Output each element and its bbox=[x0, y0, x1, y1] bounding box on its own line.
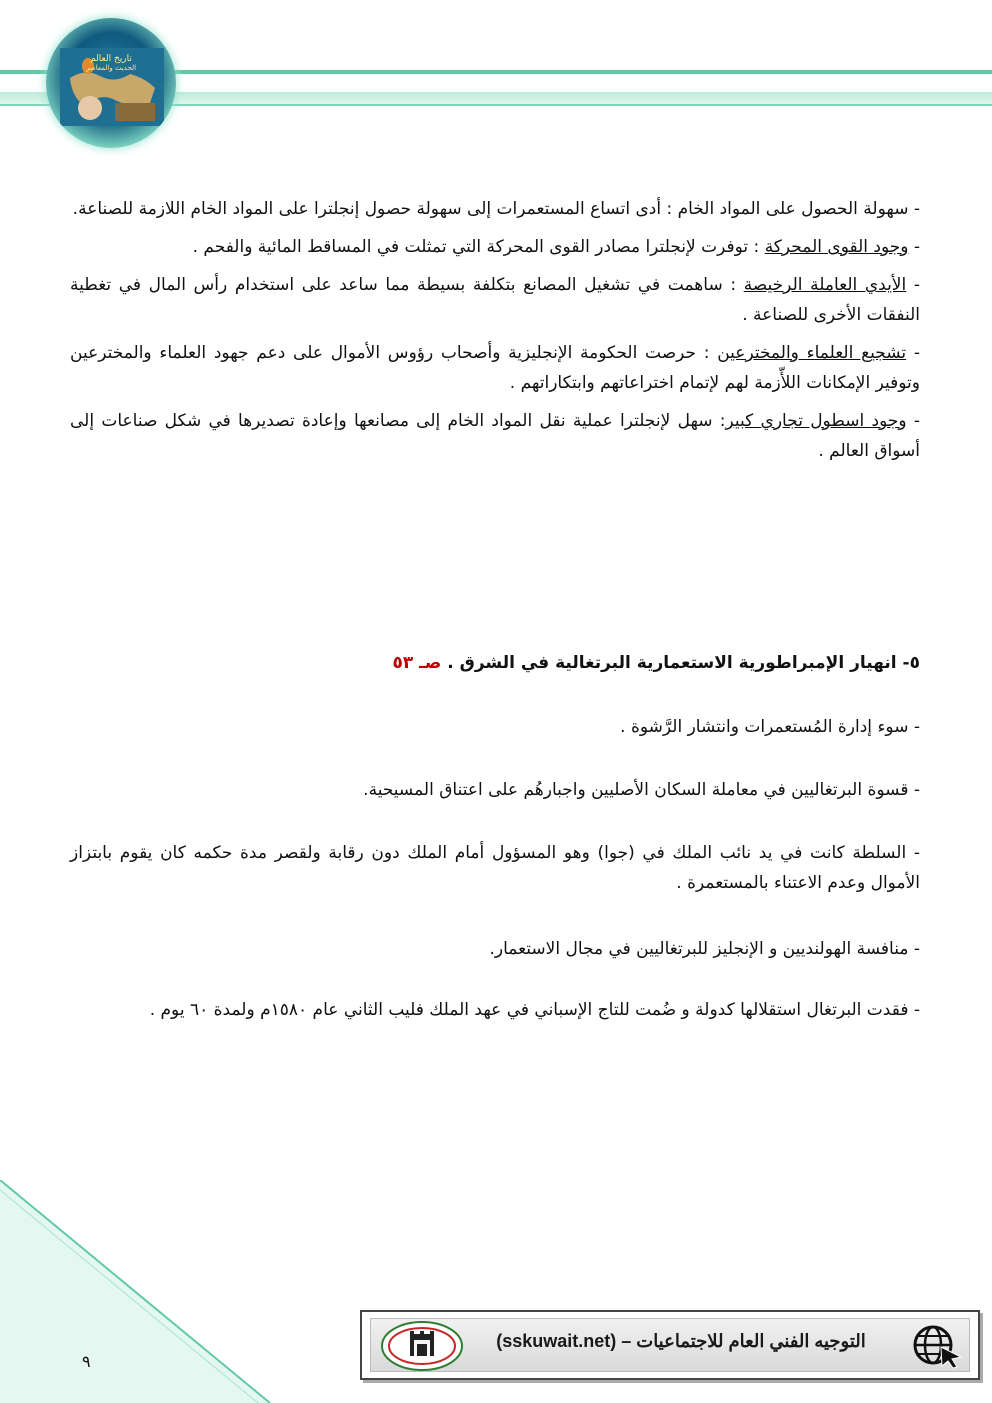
factor-paragraph: - تشجيع العلماء والمخترعين : حرصت الحكومة الإنجليزية وأصحاب رؤوس الأموال على دعم جهود العلماء والمخترعين وتوفير الإمكانات اللأّزمة لهم لإتمام اختراعاتهم وابتكاراتهم . bbox=[70, 343, 920, 393]
reason-list bbox=[70, 934, 920, 964]
factor-paragraph: - الأيدي العاملة الرخيصة : ساهمت في تشغيل المصانع بتكلفة بسيطة مما ساعد على استخدام رأس المال في تغطية النفقات الأخرى للصناعة . bbox=[70, 275, 920, 325]
footer-text: (sskuwait.net) – التوجيه الفني العام للاجتماعيات bbox=[496, 1331, 866, 1351]
footer-inner bbox=[370, 1318, 970, 1372]
ministry-logo-icon bbox=[381, 1321, 463, 1371]
section-heading: ٥- انهيار الإمبراطورية الاستعمارية البرتغالية في الشرق . صـ ٥٣ bbox=[392, 653, 920, 673]
corner-decoration bbox=[0, 1180, 280, 1403]
reason-item: - فقدت البرتغال استقلالها كدولة و ضُمت للتاج الإسباني في عهد الملك فليب الثاني عام ١٥٨٠م ولمدة ٦٠ يوم . bbox=[149, 1000, 920, 1020]
globe-cursor-icon bbox=[911, 1323, 963, 1369]
reason-list bbox=[70, 712, 920, 742]
factor-paragraph: - وجود اسطول تجاري كبير: سهل لإنجلترا عملية نقل المواد الخام إلى مصانعها وإعادة تصديرها في شكل صناعات إلى أسواق العالم . bbox=[70, 411, 920, 461]
factor-paragraph: - وجود القوى المحركة : توفرت لإنجلترا مصادر القوى المحركة التي تمثلت في المساقط المائية والفحم . bbox=[192, 237, 920, 257]
page-number: ٩ bbox=[82, 1352, 91, 1371]
reason-item: - سوء إدارة المُستعمرات وانتشار الرَّشوة . bbox=[620, 717, 920, 737]
logo-title: تاريخ العالم الحديث والمعاصر bbox=[85, 54, 137, 72]
reason-list bbox=[70, 995, 920, 1025]
portuguese-decline-section bbox=[70, 648, 920, 678]
reason-item: - قسوة البرتغاليين في معاملة السكان الأصليين واجبارهُم على اعتناق المسيحية. bbox=[363, 780, 920, 800]
factor-paragraph: - سهولة الحصول على المواد الخام : أدى اتساع المستعمرات إلى سهولة حصول إنجلترا على المواد الخام اللازمة للصناعة. bbox=[72, 199, 920, 219]
page-reference: صـ ٥٣ bbox=[392, 653, 442, 673]
book-cover-logo bbox=[46, 18, 176, 148]
footer-banner bbox=[360, 1310, 980, 1380]
factors-section bbox=[70, 194, 920, 466]
reason-item: - السلطة كانت في يد نائب الملك في (جوا) وهو المسؤول أمام الملك دون رقابة ولقصر مدة حكمه كان يقوم بابتزاز الأموال وعدم الاعتناء بالمستعمرة . bbox=[70, 843, 920, 893]
reason-list bbox=[70, 775, 920, 805]
reason-item: - منافسة الهولنديين و الإنجليز للبرتغاليين في مجال الاستعمار. bbox=[489, 939, 920, 959]
reason-list bbox=[70, 838, 920, 898]
